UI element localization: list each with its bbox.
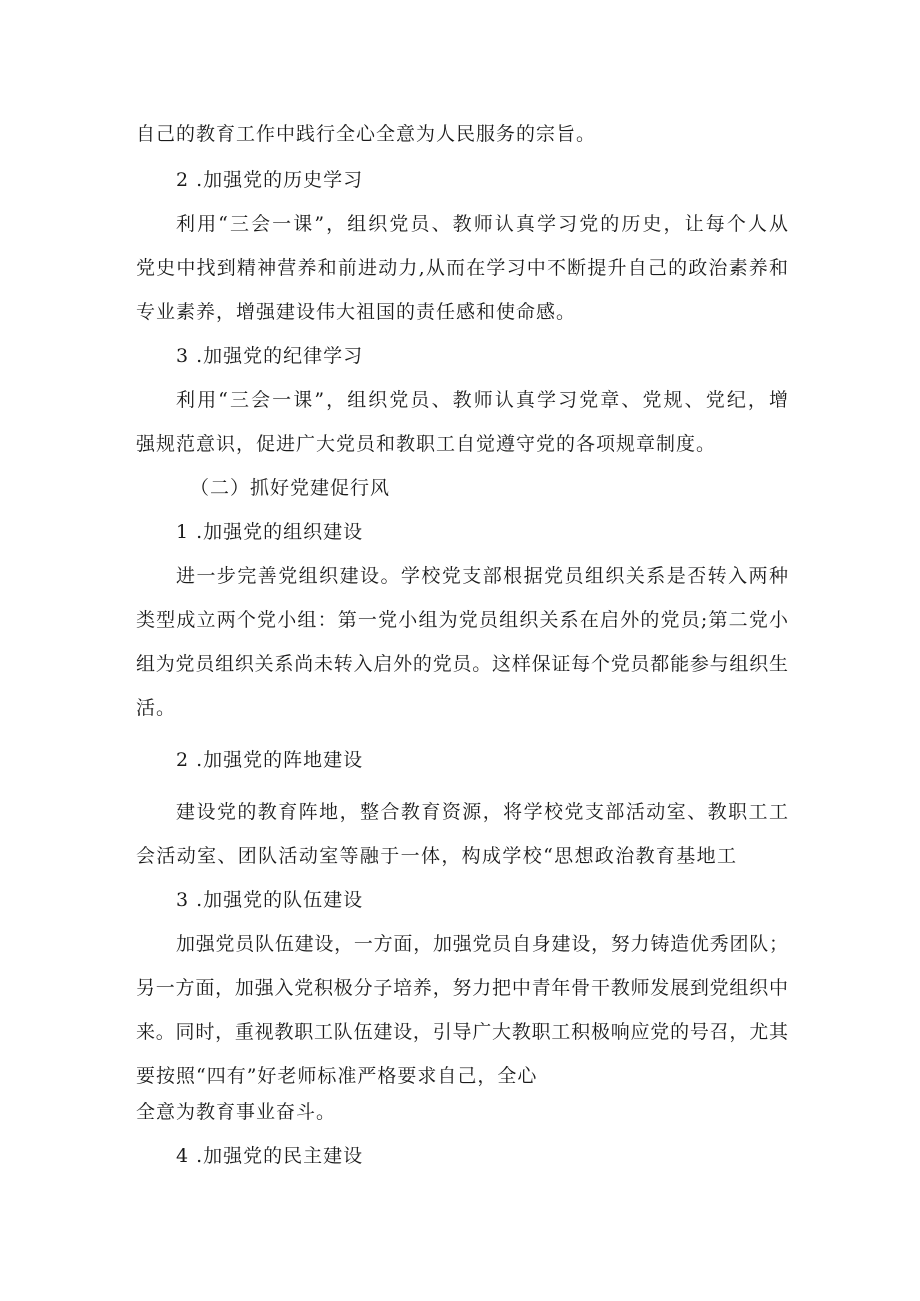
- section-heading: 2 .加强党的阵地建设: [176, 749, 364, 771]
- paragraph-line: 加强党员队伍建设，一方面，加强党员自身建设，努力铸造优秀团队；: [176, 933, 788, 955]
- paragraph-line: 利用“三会一课”，组织党员、教师认真学习党章、党规、党纪，增: [176, 389, 788, 411]
- paragraph-line: 强规范意识，促进广大党员和教职工自觉遵守党的各项规章制度。: [136, 433, 717, 455]
- subsection-heading: （二）抓好党建促行风: [190, 477, 391, 499]
- paragraph-line: 全意为教育事业奋斗。: [136, 1101, 337, 1123]
- section-heading: 2 .加强党的历史学习: [176, 169, 364, 191]
- paragraph-line: 专业素养，增强建设伟大祖国的责任感和使命感。: [136, 301, 577, 323]
- paragraph-line: 党史中找到精神营养和前进动力,从而在学习中不断提升自己的政治素养和: [136, 257, 788, 279]
- paragraph-line: 自己的教育工作中践行全心全意为人民服务的宗旨。: [136, 123, 597, 145]
- paragraph-line: 建设党的教育阵地，整合教育资源，将学校党支部活动室、教职工工: [176, 801, 788, 823]
- paragraph-line: 活。: [136, 697, 177, 719]
- paragraph-line: 另一方面，加强入党积极分子培养，努力把中青年骨干教师发展到党组织中: [136, 977, 788, 999]
- paragraph-line: 来。同时，重视教职工队伍建设，引导广大教职工积极响应党的号召，尤其: [136, 1021, 788, 1043]
- paragraph-line: 组为党员组织关系尚未转入启外的党员。这样保证每个党员都能参与组织生: [136, 653, 788, 675]
- paragraph-line: 要按照“四有”好老师标准严格要求自己，全心: [136, 1065, 538, 1087]
- section-heading: 1 .加强党的组织建设: [176, 521, 364, 543]
- section-heading: 3 .加强党的队伍建设: [176, 889, 364, 911]
- section-heading: 4 .加强党的民主建设: [176, 1145, 364, 1167]
- section-heading: 3 .加强党的纪律学习: [176, 345, 364, 367]
- paragraph-line: 会活动室、团队活动室等融于一体，构成学校“思想政治教育基地工: [136, 845, 736, 867]
- paragraph-line: 进一步完善党组织建设。学校党支部根据党员组织关系是否转入两种: [176, 565, 788, 587]
- paragraph-line: 类型成立两个党小组：第一党小组为党员组织关系在启外的党员;第二党小: [136, 609, 788, 631]
- paragraph-line: 利用“三会一课”，组织党员、教师认真学习党的历史，让每个人从: [176, 213, 788, 235]
